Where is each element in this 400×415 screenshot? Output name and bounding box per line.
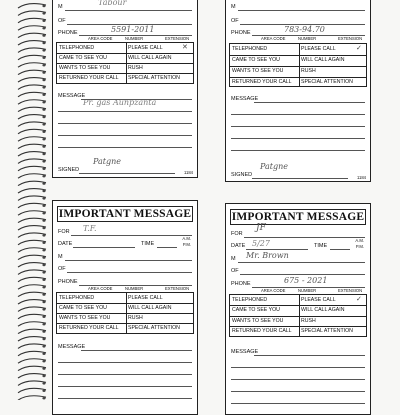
binding-hole xyxy=(42,390,45,392)
spiral-coil xyxy=(18,70,46,74)
option-rush[interactable]: RUSH xyxy=(301,318,316,324)
spiral-coil xyxy=(18,292,46,296)
binding-hole xyxy=(42,397,45,399)
spiral-coil xyxy=(18,329,46,333)
option-will-call-again[interactable]: WILL CALL AGAIN xyxy=(128,55,172,61)
spiral-coil xyxy=(18,152,46,156)
option-wants-to-see-you[interactable]: WANTS TO SEE YOU xyxy=(59,315,111,321)
option-telephoned[interactable]: TELEPHONED xyxy=(59,45,95,51)
phone-number: 783-94.70 xyxy=(284,25,325,34)
pm-label: P.M. xyxy=(182,242,191,247)
number-label: NUMBER xyxy=(298,288,317,293)
option-please-call[interactable]: PLEASE CALL xyxy=(128,45,163,51)
binding-hole xyxy=(42,353,45,355)
binding-hole xyxy=(42,116,45,118)
spiral-coil xyxy=(18,4,46,8)
m-label: M xyxy=(58,4,63,10)
binding-hole xyxy=(42,212,45,214)
spiral-coil xyxy=(18,277,46,281)
checkmark-icon: ✓ xyxy=(356,45,362,52)
slip-title: IMPORTANT MESSAGE xyxy=(231,211,365,223)
spiral-binding xyxy=(14,0,48,400)
binding-hole xyxy=(42,382,45,384)
spiral-coil xyxy=(18,144,46,148)
for-label: FOR xyxy=(231,231,243,237)
phone-label: PHONE xyxy=(231,281,251,287)
spiral-coil xyxy=(18,285,46,289)
spiral-coil xyxy=(18,359,46,363)
checkmark-icon: ✓ xyxy=(356,296,362,303)
extension-label: EXTENSION xyxy=(165,36,190,41)
spiral-coil xyxy=(18,240,46,244)
option-wants-to-see-you[interactable]: WANTS TO SEE YOU xyxy=(232,68,284,74)
spiral-coil xyxy=(18,55,46,59)
option-special-attention[interactable]: SPECIAL ATTENTION xyxy=(128,325,180,331)
spiral-coil xyxy=(18,381,46,385)
signed-label: SIGNED xyxy=(58,167,80,173)
for-value: T.F. xyxy=(83,224,97,233)
binding-hole xyxy=(42,57,45,59)
am-label: A.M. xyxy=(355,238,364,243)
spiral-coil xyxy=(18,129,46,133)
spiral-coil xyxy=(18,92,46,96)
option-returned-your-call[interactable]: RETURNED YOUR CALL xyxy=(232,79,292,85)
binding-hole xyxy=(42,94,45,96)
signature: Patgne xyxy=(260,162,289,171)
spiral-coil xyxy=(18,396,46,400)
form-number: 1184 xyxy=(183,170,193,175)
option-please-call[interactable]: PLEASE CALL xyxy=(301,46,336,52)
binding-hole xyxy=(42,279,45,281)
option-came-to-see-you[interactable]: CAME TO SEE YOU xyxy=(232,307,280,313)
date-value: 5/27 xyxy=(252,239,270,248)
extension-label: EXTENSION xyxy=(338,288,363,293)
for-value: JF xyxy=(256,223,266,233)
spiral-coil xyxy=(18,122,46,126)
binding-hole xyxy=(42,101,45,103)
option-will-call-again[interactable]: WILL CALL AGAIN xyxy=(301,307,345,313)
binding-hole xyxy=(42,330,45,332)
binding-hole xyxy=(42,12,45,14)
extension-label: EXTENSION xyxy=(165,286,190,291)
option-came-to-see-you[interactable]: CAME TO SEE YOU xyxy=(59,55,107,61)
message-label: MESSAGE xyxy=(58,93,86,99)
number-label: NUMBER xyxy=(125,286,144,291)
am-label: A.M. xyxy=(182,236,191,241)
message-label: MESSAGE xyxy=(231,96,259,102)
option-special-attention[interactable]: SPECIAL ATTENTION xyxy=(301,328,353,334)
spiral-coil xyxy=(18,233,46,237)
options-grid xyxy=(56,42,194,84)
binding-hole xyxy=(42,153,45,155)
option-rush[interactable]: RUSH xyxy=(301,68,316,74)
message-slip-bottom-left xyxy=(52,200,198,415)
option-came-to-see-you[interactable]: CAME TO SEE YOU xyxy=(232,57,280,63)
option-rush[interactable]: RUSH xyxy=(128,65,143,71)
binding-hole xyxy=(42,79,45,81)
m-label: M xyxy=(231,256,236,262)
binding-hole xyxy=(42,64,45,66)
option-came-to-see-you[interactable]: CAME TO SEE YOU xyxy=(59,305,107,311)
binding-hole xyxy=(42,323,45,325)
signed-label: SIGNED xyxy=(231,172,253,178)
message-slip-top-right xyxy=(225,0,371,182)
binding-hole xyxy=(42,108,45,110)
phone-label: PHONE xyxy=(58,30,78,36)
options-grid xyxy=(229,43,367,87)
binding-hole xyxy=(42,301,45,303)
binding-hole xyxy=(42,175,45,177)
message-slip-top-left xyxy=(52,0,198,178)
spiral-coil xyxy=(18,166,46,170)
option-will-call-again[interactable]: WILL CALL AGAIN xyxy=(301,57,345,63)
phone-number: 675 - 2021 xyxy=(284,276,328,285)
binding-hole xyxy=(42,338,45,340)
binding-hole xyxy=(42,234,45,236)
caller-name: Mr. Brown xyxy=(246,251,289,260)
form-number: 1184 xyxy=(356,175,366,180)
spiral-coil xyxy=(18,374,46,378)
message-label: MESSAGE xyxy=(231,349,259,355)
spiral-coil xyxy=(18,344,46,348)
time-label: TIME xyxy=(314,243,328,249)
binding-hole xyxy=(42,308,45,310)
checkmark-icon: ✕ xyxy=(182,44,188,51)
binding-hole xyxy=(42,264,45,266)
spiral-coil xyxy=(18,226,46,230)
binding-hole xyxy=(42,345,45,347)
spiral-coil xyxy=(18,159,46,163)
number-label: NUMBER xyxy=(298,36,317,41)
spiral-coil xyxy=(18,211,46,215)
of-label: OF xyxy=(58,18,66,24)
option-wants-to-see-you[interactable]: WANTS TO SEE YOU xyxy=(59,65,111,71)
binding-hole xyxy=(42,123,45,125)
area-code-label: AREA CODE xyxy=(261,288,286,293)
option-please-call[interactable]: PLEASE CALL xyxy=(301,297,336,303)
option-rush[interactable]: RUSH xyxy=(128,315,143,321)
phone-label: PHONE xyxy=(231,30,251,36)
binding-hole xyxy=(42,131,45,133)
binding-hole xyxy=(42,49,45,51)
message-text: Pr. gas Aunpzanta xyxy=(83,98,157,107)
caller-name: Tabour xyxy=(98,0,127,7)
m-label: M xyxy=(58,254,63,260)
option-returned-your-call[interactable]: RETURNED YOUR CALL xyxy=(59,325,119,331)
spiral-coil xyxy=(18,203,46,207)
message-label: MESSAGE xyxy=(58,344,86,350)
spiral-coil xyxy=(18,196,46,200)
option-wants-to-see-you[interactable]: WANTS TO SEE YOU xyxy=(232,318,284,324)
spiral-coil xyxy=(18,41,46,45)
spiral-coil xyxy=(18,255,46,259)
binding-hole xyxy=(42,360,45,362)
spiral-coil xyxy=(18,337,46,341)
spiral-coil xyxy=(18,189,46,193)
date-label: DATE xyxy=(231,243,246,249)
binding-hole xyxy=(42,20,45,22)
option-telephoned[interactable]: TELEPHONED xyxy=(59,295,95,301)
binding-hole xyxy=(42,256,45,258)
binding-hole xyxy=(42,27,45,29)
area-code-label: AREA CODE xyxy=(88,36,113,41)
spiral-coil xyxy=(18,48,46,52)
option-special-attention[interactable]: SPECIAL ATTENTION xyxy=(301,79,353,85)
signature: Patgne xyxy=(93,157,122,166)
option-returned-your-call[interactable]: RETURNED YOUR CALL xyxy=(59,75,119,81)
extension-label: EXTENSION xyxy=(338,36,363,41)
spiral-coil xyxy=(18,63,46,67)
spiral-coil xyxy=(18,270,46,274)
message-slip-bottom-right xyxy=(225,203,371,415)
option-special-attention[interactable]: SPECIAL ATTENTION xyxy=(128,75,180,81)
binding-hole xyxy=(42,5,45,7)
spiral-coil xyxy=(18,107,46,111)
binding-hole xyxy=(42,71,45,73)
options-grid xyxy=(56,292,194,334)
of-label: OF xyxy=(58,266,66,272)
binding-hole xyxy=(42,271,45,273)
slip-title: IMPORTANT MESSAGE xyxy=(58,208,192,220)
binding-hole xyxy=(42,205,45,207)
spiral-coil xyxy=(18,137,46,141)
m-label: M xyxy=(231,4,236,10)
spiral-coil xyxy=(18,78,46,82)
binding-hole xyxy=(42,145,45,147)
binding-hole xyxy=(42,42,45,44)
pm-label: P.M. xyxy=(355,244,364,249)
spiral-coil xyxy=(18,26,46,30)
binding-hole xyxy=(42,293,45,295)
binding-hole xyxy=(42,375,45,377)
binding-hole xyxy=(42,138,45,140)
binding-hole xyxy=(42,168,45,170)
binding-hole xyxy=(42,242,45,244)
option-please-call[interactable]: PLEASE CALL xyxy=(128,295,163,301)
area-code-label: AREA CODE xyxy=(88,286,113,291)
spiral-coil xyxy=(18,314,46,318)
option-returned-your-call[interactable]: RETURNED YOUR CALL xyxy=(232,328,292,334)
option-telephoned[interactable]: TELEPHONED xyxy=(232,297,268,303)
spiral-coil xyxy=(18,307,46,311)
of-label: OF xyxy=(231,18,239,24)
spiral-coil xyxy=(18,100,46,104)
spiral-coil xyxy=(18,366,46,370)
spiral-coil xyxy=(18,248,46,252)
phone-number: 5591-2011 xyxy=(111,25,155,34)
spiral-coil xyxy=(18,115,46,119)
for-label: FOR xyxy=(58,229,70,235)
spiral-coil xyxy=(18,11,46,15)
binding-hole xyxy=(42,219,45,221)
spiral-coil xyxy=(18,33,46,37)
spiral-coil xyxy=(18,351,46,355)
number-label: NUMBER xyxy=(125,36,144,41)
binding-hole xyxy=(42,286,45,288)
phone-label: PHONE xyxy=(58,279,78,285)
spiral-coil xyxy=(18,174,46,178)
date-label: DATE xyxy=(58,241,73,247)
spiral-coil xyxy=(18,18,46,22)
options-grid xyxy=(229,294,367,337)
binding-hole xyxy=(42,190,45,192)
spiral-coil xyxy=(18,300,46,304)
of-label: OF xyxy=(231,268,239,274)
binding-hole xyxy=(42,367,45,369)
spiral-coil xyxy=(18,85,46,89)
option-will-call-again[interactable]: WILL CALL AGAIN xyxy=(128,305,172,311)
spiral-coil xyxy=(18,181,46,185)
binding-hole xyxy=(42,197,45,199)
area-code-label: AREA CODE xyxy=(261,36,286,41)
time-label: TIME xyxy=(141,241,155,247)
spiral-coil xyxy=(18,322,46,326)
binding-hole xyxy=(42,182,45,184)
binding-hole xyxy=(42,227,45,229)
binding-hole xyxy=(42,249,45,251)
spiral-coil xyxy=(18,218,46,222)
binding-hole xyxy=(42,160,45,162)
binding-hole xyxy=(42,86,45,88)
option-telephoned[interactable]: TELEPHONED xyxy=(232,46,268,52)
binding-hole xyxy=(42,316,45,318)
binding-hole xyxy=(42,34,45,36)
spiral-coil xyxy=(18,388,46,392)
spiral-coil xyxy=(18,263,46,267)
